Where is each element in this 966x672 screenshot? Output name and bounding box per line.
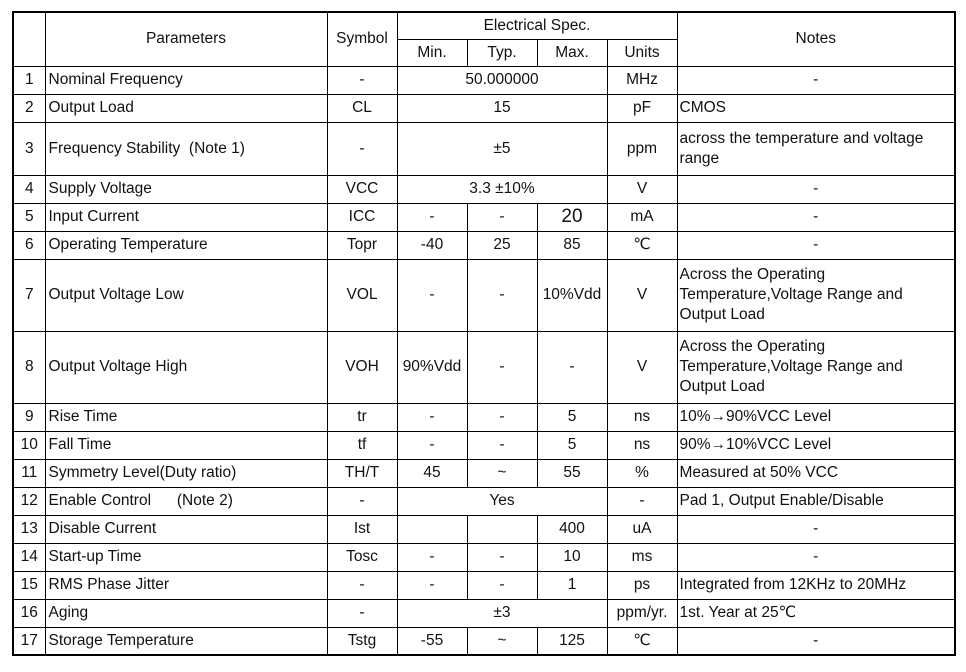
row-number: 4 bbox=[13, 175, 45, 203]
min-cell: - bbox=[397, 259, 467, 331]
symbol-cell: Tstg bbox=[327, 627, 397, 655]
min-cell: - bbox=[397, 543, 467, 571]
value-span-cell: 50.000000 bbox=[397, 66, 607, 94]
units-cell: ppm bbox=[607, 122, 677, 175]
typ-cell: - bbox=[467, 203, 537, 231]
units-cell: MHz bbox=[607, 66, 677, 94]
notes-cell: Measured at 50% VCC bbox=[677, 459, 955, 487]
symbol-cell: - bbox=[327, 122, 397, 175]
table-row bbox=[13, 515, 955, 543]
typ-cell: - bbox=[467, 403, 537, 431]
notes-cell: 1st. Year at 25℃ bbox=[677, 599, 955, 627]
max-cell: 10 bbox=[537, 543, 607, 571]
parameter-cell: Rise Time bbox=[45, 403, 327, 431]
max-cell: 20 bbox=[537, 203, 607, 231]
parameter-cell: Nominal Frequency bbox=[45, 66, 327, 94]
notes-cell: - bbox=[677, 627, 955, 655]
notes-cell: - bbox=[677, 175, 955, 203]
parameter-cell: Output Load bbox=[45, 94, 327, 122]
table-row bbox=[13, 543, 955, 571]
units-cell: ns bbox=[607, 431, 677, 459]
max-cell: 85 bbox=[537, 231, 607, 259]
units-cell: ℃ bbox=[607, 627, 677, 655]
row-number: 17 bbox=[13, 627, 45, 655]
min-cell: - bbox=[397, 571, 467, 599]
parameter-cell: Start-up Time bbox=[45, 543, 327, 571]
value-span-cell: Yes bbox=[397, 487, 607, 515]
value-span-cell: ±5 bbox=[397, 122, 607, 175]
units-cell: ns bbox=[607, 403, 677, 431]
notes-cell: - bbox=[677, 543, 955, 571]
header-parameters: Parameters bbox=[45, 12, 327, 66]
symbol-cell: VCC bbox=[327, 175, 397, 203]
notes-cell: Pad 1, Output Enable/Disable bbox=[677, 487, 955, 515]
row-number: 8 bbox=[13, 331, 45, 403]
symbol-cell: tf bbox=[327, 431, 397, 459]
notes-cell: Integrated from 12KHz to 20MHz bbox=[677, 571, 955, 599]
table-row bbox=[13, 94, 955, 122]
symbol-cell: VOH bbox=[327, 331, 397, 403]
spec-table bbox=[12, 11, 956, 656]
symbol-cell: ICC bbox=[327, 203, 397, 231]
symbol-cell: TH/T bbox=[327, 459, 397, 487]
units-cell: V bbox=[607, 175, 677, 203]
typ-cell: - bbox=[467, 431, 537, 459]
notes-cell: 10%→90%VCC Level bbox=[677, 403, 955, 431]
max-cell: 55 bbox=[537, 459, 607, 487]
table-row bbox=[13, 459, 955, 487]
typ-cell: - bbox=[467, 543, 537, 571]
notes-cell: - bbox=[677, 66, 955, 94]
typ-cell: - bbox=[467, 571, 537, 599]
notes-cell: 90%→10%VCC Level bbox=[677, 431, 955, 459]
row-number: 13 bbox=[13, 515, 45, 543]
notes-cell: across the temperature and voltage range bbox=[677, 122, 955, 175]
units-cell: ppm/yr. bbox=[607, 599, 677, 627]
parameter-cell: Input Current bbox=[45, 203, 327, 231]
header-notes: Notes bbox=[677, 12, 955, 66]
notes-cell: - bbox=[677, 515, 955, 543]
parameter-cell: Output Voltage Low bbox=[45, 259, 327, 331]
min-cell bbox=[397, 515, 467, 543]
min-cell: 45 bbox=[397, 459, 467, 487]
row-number: 15 bbox=[13, 571, 45, 599]
units-cell: V bbox=[607, 259, 677, 331]
table-row bbox=[13, 331, 955, 403]
parameter-cell: Disable Current bbox=[45, 515, 327, 543]
symbol-cell: - bbox=[327, 487, 397, 515]
parameter-cell: Supply Voltage bbox=[45, 175, 327, 203]
header-electrical-spec: Electrical Spec. bbox=[397, 12, 677, 39]
row-number: 5 bbox=[13, 203, 45, 231]
table-row bbox=[13, 122, 955, 175]
typ-cell: 25 bbox=[467, 231, 537, 259]
max-cell: 125 bbox=[537, 627, 607, 655]
symbol-cell: tr bbox=[327, 403, 397, 431]
symbol-cell: Tosc bbox=[327, 543, 397, 571]
parameter-cell: Output Voltage High bbox=[45, 331, 327, 403]
symbol-cell: - bbox=[327, 66, 397, 94]
header-typ: Typ. bbox=[467, 39, 537, 66]
typ-cell: - bbox=[467, 259, 537, 331]
parameter-cell: Symmetry Level(Duty ratio) bbox=[45, 459, 327, 487]
table-row bbox=[13, 203, 955, 231]
value-span-cell: 15 bbox=[397, 94, 607, 122]
row-number: 10 bbox=[13, 431, 45, 459]
max-cell: 5 bbox=[537, 403, 607, 431]
table-row bbox=[13, 627, 955, 655]
max-cell: 400 bbox=[537, 515, 607, 543]
header-max: Max. bbox=[537, 39, 607, 66]
notes-cell: CMOS bbox=[677, 94, 955, 122]
table-row bbox=[13, 66, 955, 94]
max-cell: - bbox=[537, 331, 607, 403]
header-symbol: Symbol bbox=[327, 12, 397, 66]
units-cell: mA bbox=[607, 203, 677, 231]
row-number: 3 bbox=[13, 122, 45, 175]
row-number: 11 bbox=[13, 459, 45, 487]
row-number: 2 bbox=[13, 94, 45, 122]
parameter-cell: Storage Temperature bbox=[45, 627, 327, 655]
row-number: 7 bbox=[13, 259, 45, 331]
table-row bbox=[13, 175, 955, 203]
min-cell: - bbox=[397, 203, 467, 231]
max-cell: 1 bbox=[537, 571, 607, 599]
symbol-cell: Ist bbox=[327, 515, 397, 543]
symbol-cell: - bbox=[327, 599, 397, 627]
symbol-cell: - bbox=[327, 571, 397, 599]
max-cell: 5 bbox=[537, 431, 607, 459]
table-row bbox=[13, 571, 955, 599]
typ-cell: ~ bbox=[467, 627, 537, 655]
units-cell: ms bbox=[607, 543, 677, 571]
symbol-cell: VOL bbox=[327, 259, 397, 331]
header-no bbox=[13, 12, 45, 66]
row-number: 1 bbox=[13, 66, 45, 94]
parameter-cell: Frequency Stability (Note 1) bbox=[45, 122, 327, 175]
parameter-cell: Enable Control (Note 2) bbox=[45, 487, 327, 515]
parameter-cell: Aging bbox=[45, 599, 327, 627]
row-number: 14 bbox=[13, 543, 45, 571]
min-cell: 90%Vdd bbox=[397, 331, 467, 403]
min-cell: - bbox=[397, 403, 467, 431]
symbol-cell: Topr bbox=[327, 231, 397, 259]
header-min: Min. bbox=[397, 39, 467, 66]
header-units: Units bbox=[607, 39, 677, 66]
units-cell: V bbox=[607, 331, 677, 403]
table-row bbox=[13, 403, 955, 431]
table-row bbox=[13, 431, 955, 459]
value-span-cell: ±3 bbox=[397, 599, 607, 627]
units-cell: % bbox=[607, 459, 677, 487]
parameter-cell: Fall Time bbox=[45, 431, 327, 459]
parameter-cell: Operating Temperature bbox=[45, 231, 327, 259]
typ-cell: - bbox=[467, 331, 537, 403]
typ-cell bbox=[467, 515, 537, 543]
symbol-cell: CL bbox=[327, 94, 397, 122]
notes-cell: Across the Operating Temperature,Voltage Range and Output Load bbox=[677, 259, 955, 331]
notes-cell: - bbox=[677, 231, 955, 259]
row-number: 6 bbox=[13, 231, 45, 259]
units-cell: - bbox=[607, 487, 677, 515]
row-number: 12 bbox=[13, 487, 45, 515]
typ-cell: ~ bbox=[467, 459, 537, 487]
table-row bbox=[13, 259, 955, 331]
units-cell: uA bbox=[607, 515, 677, 543]
table-row bbox=[13, 599, 955, 627]
notes-cell: - bbox=[677, 203, 955, 231]
units-cell: ℃ bbox=[607, 231, 677, 259]
min-cell: -55 bbox=[397, 627, 467, 655]
notes-cell: Across the Operating Temperature,Voltage Range and Output Load bbox=[677, 331, 955, 403]
row-number: 9 bbox=[13, 403, 45, 431]
units-cell: ps bbox=[607, 571, 677, 599]
min-cell: -40 bbox=[397, 231, 467, 259]
min-cell: - bbox=[397, 431, 467, 459]
table-row bbox=[13, 231, 955, 259]
parameter-cell: RMS Phase Jitter bbox=[45, 571, 327, 599]
max-cell: 10%Vdd bbox=[537, 259, 607, 331]
table-row bbox=[13, 487, 955, 515]
row-number: 16 bbox=[13, 599, 45, 627]
units-cell: pF bbox=[607, 94, 677, 122]
value-span-cell: 3.3 ±10% bbox=[397, 175, 607, 203]
